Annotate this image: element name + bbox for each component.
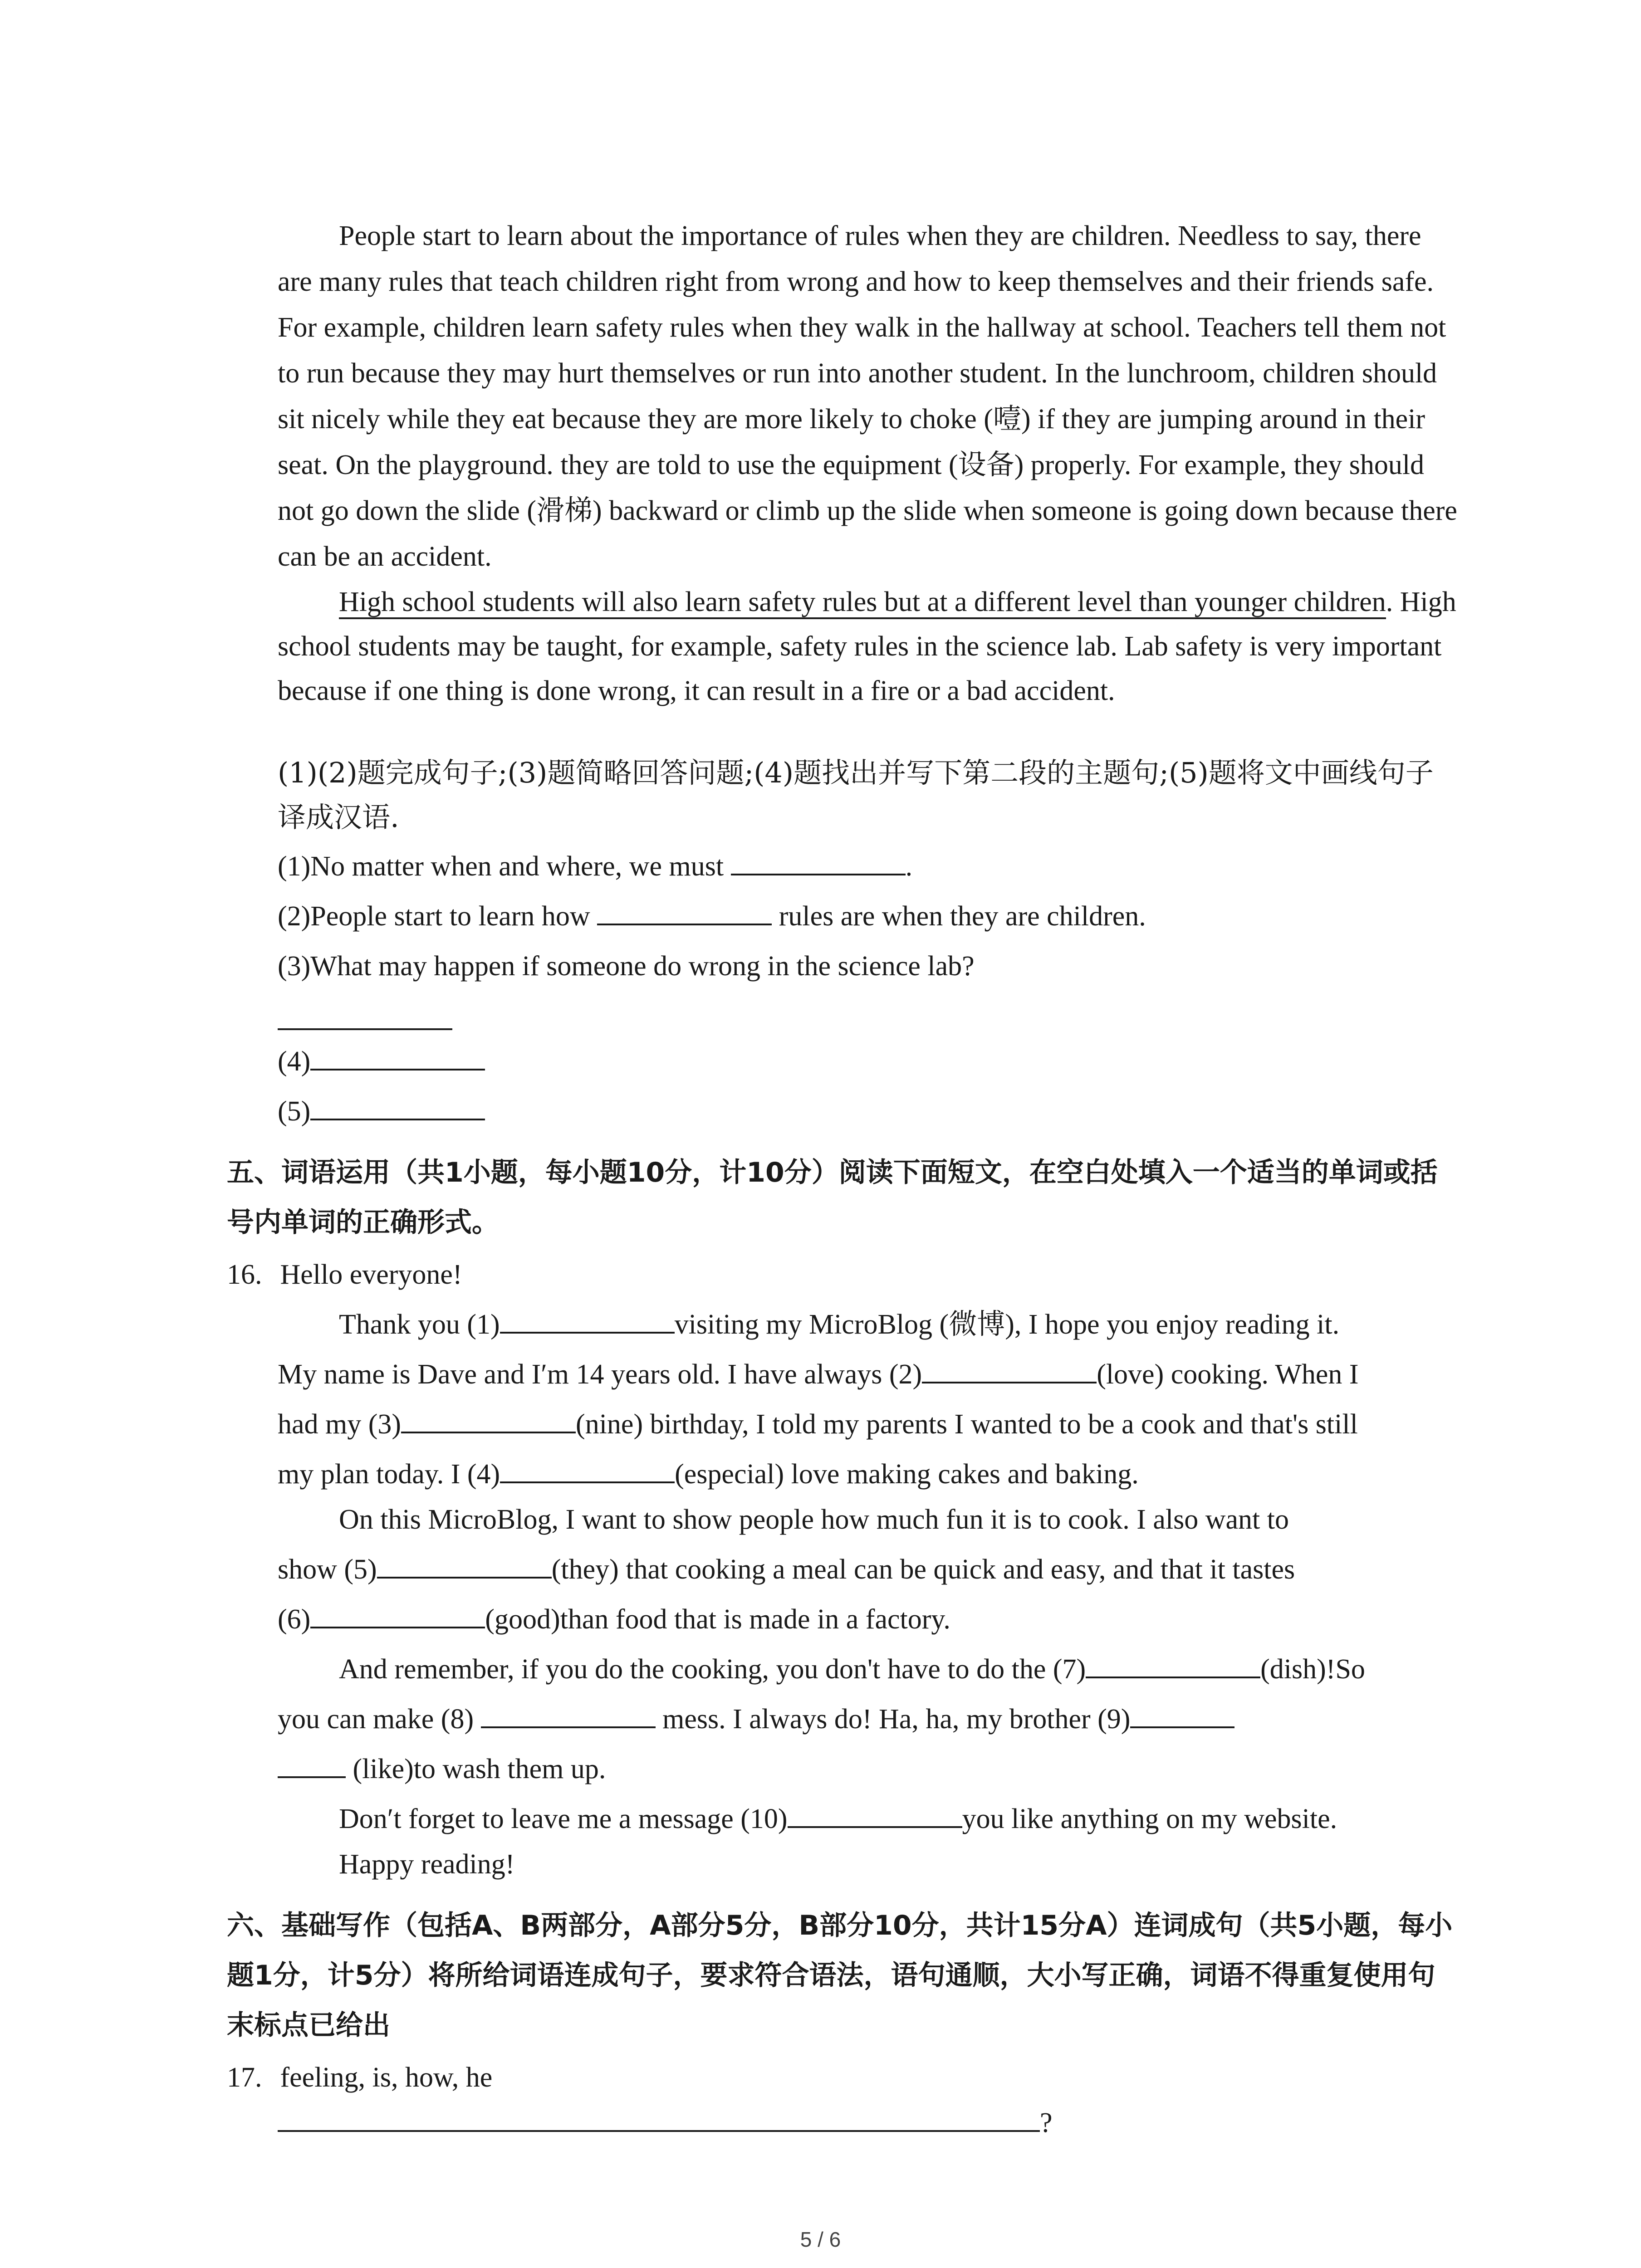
- question-3: (3)What may happen if someone do wrong in the science lab?: [278, 951, 975, 982]
- blog-line-11: [339, 1801, 1337, 1837]
- blog-text: (good)than food that is made in a factory.: [485, 1604, 950, 1635]
- answer-blank-5[interactable]: [310, 1095, 485, 1120]
- blog-text: you like anything on my website.: [962, 1804, 1337, 1834]
- question-17-header: [227, 2059, 492, 2096]
- task-instructions: (1)(2)题完成句子;(3)题简略回答问题;(4)题找出并写下第二段的主题句;(5)题将文中画线句子译成汉语.: [278, 756, 1434, 834]
- blog-greeting: Hello everyone!: [280, 1259, 462, 1290]
- blog-line-12: Happy reading!: [339, 1849, 515, 1880]
- blog-text: mess. I always do! Ha, ha, my brother (9): [655, 1704, 1131, 1735]
- passage-paragraph-2-rest: . High school students may be taught, for example, safety rules in the science lab. Lab safety is very important because if one thing is done wrong, it can result in a fire or a bad accident.: [278, 587, 1456, 706]
- question-1-end: .: [905, 851, 913, 882]
- question-5: [278, 1093, 485, 1129]
- question-4: [278, 1043, 485, 1080]
- blog-text: My name is Dave and I′m 14 years old. I have always (2): [278, 1359, 922, 1390]
- question-1: [278, 848, 912, 885]
- blog-text: (nine) birthday, I told my parents I wanted to be a cook and that's still: [576, 1409, 1358, 1440]
- passage-paragraph-1: People start to learn about the importance of rules when they are children. Needless to say, there are many rules that teach children right from wrong and how to keep themselves and their friends safe. For example, children learn safety rules when they walk in the hallway at school. Teachers tell them not to run because they may hurt themselves or run into another student. In the lunchroom, children should sit nicely while they eat because they are more likely to choke (噎) if they are jumping around in their seat. On the playground. they are told to use the equipment (设备) properly. For example, they should not go down the slide (滑梯) backward or climb up the slide when someone is going down because there can be an accident.: [278, 220, 1457, 572]
- question-2-end: rules are when they are children.: [772, 901, 1146, 932]
- page-number: 5 / 6: [800, 2228, 841, 2251]
- question-17-end-mark: ?: [1040, 2107, 1053, 2138]
- blog-line-10: [278, 1751, 606, 1787]
- blog-text: (like)to wash them up.: [353, 1754, 606, 1784]
- blog-blank-5[interactable]: [377, 1553, 552, 1579]
- blog-text: my plan today. I (4): [278, 1459, 500, 1490]
- blog-text: visiting my MicroBlog (微博), I hope you enjoy reading it.: [674, 1309, 1340, 1340]
- blog-text: show (5): [278, 1554, 377, 1585]
- passage-paragraph-2: [278, 580, 1457, 713]
- blog-text: And remember, if you do the cooking, you don't have to do the (7): [339, 1654, 1086, 1685]
- question-5-label: (5): [278, 1096, 311, 1127]
- question-2: [278, 898, 1146, 934]
- question-4-label: (4): [278, 1046, 311, 1077]
- question-17-words: feeling, is, how, he: [280, 2062, 493, 2093]
- answer-blank-17[interactable]: [278, 2107, 1040, 2132]
- blog-line-9: [278, 1701, 1234, 1737]
- blog-blank-1[interactable]: [500, 1308, 675, 1334]
- blog-line-1: [339, 1306, 1339, 1343]
- blog-blank-9-continued[interactable]: [278, 1753, 346, 1778]
- blog-line-8: [339, 1651, 1365, 1687]
- question-17-answer-line: [278, 2105, 1053, 2141]
- blog-text: you can make (8): [278, 1704, 481, 1735]
- question-16-header: [227, 1256, 462, 1293]
- blog-text: (especial) love making cakes and baking.: [675, 1459, 1139, 1490]
- blog-text: (they) that cooking a meal can be quick and easy, and that it tastes: [551, 1554, 1295, 1585]
- question-16-number: 16.: [227, 1259, 262, 1290]
- blog-blank-4[interactable]: [500, 1458, 675, 1483]
- section-6-heading: 六、基础写作（包括A、B两部分，A部分5分，B部分10分，共计15分A）连词成句（共5小题，每小题1分，计5分）将所给词语连成句子，要求符合语法，语句通顺，大小写正确，词语不得重复使用句末标点已给出: [227, 1910, 1453, 2041]
- answer-blank-3[interactable]: [278, 1005, 452, 1030]
- blog-text: (dish)!So: [1260, 1654, 1365, 1685]
- blog-line-3: [278, 1406, 1358, 1442]
- blog-blank-2[interactable]: [922, 1358, 1097, 1383]
- blog-blank-10[interactable]: [788, 1803, 962, 1828]
- blog-line-5: On this MicroBlog, I want to show people how much fun it is to cook. I also want to: [339, 1504, 1289, 1535]
- blog-line-2: [278, 1356, 1359, 1393]
- blog-line-7: [278, 1601, 950, 1637]
- blog-blank-3[interactable]: [401, 1408, 576, 1433]
- blog-line-6: [278, 1551, 1295, 1588]
- answer-blank-1[interactable]: [731, 850, 906, 875]
- section-5-heading: 五、词语运用（共1小题，每小题10分，计10分）阅读下面短文，在空白处填入一个适当的单词或括号内单词的正确形式。: [227, 1157, 1438, 1238]
- blog-blank-7[interactable]: [1086, 1653, 1260, 1678]
- question-17-number: 17.: [227, 2062, 262, 2093]
- blog-blank-8[interactable]: [481, 1703, 656, 1728]
- blog-blank-9[interactable]: [1130, 1703, 1234, 1728]
- question-1-text: (1)No matter when and where, we must: [278, 851, 731, 882]
- blog-text: Don′t forget to leave me a message (10): [339, 1804, 788, 1834]
- blog-text: (love) cooking. When I: [1097, 1359, 1359, 1390]
- answer-blank-2[interactable]: [597, 900, 772, 925]
- blog-text: Thank you (1): [339, 1309, 500, 1340]
- answer-blank-4[interactable]: [310, 1045, 485, 1070]
- underlined-topic-sentence: High school students will also learn safety rules but at a different level than younger children: [339, 587, 1386, 619]
- blog-blank-6[interactable]: [310, 1603, 485, 1628]
- blog-line-4: [278, 1456, 1139, 1492]
- blog-text: (6): [278, 1604, 311, 1635]
- blog-text: had my (3): [278, 1409, 402, 1440]
- question-2-text: (2)People start to learn how: [278, 901, 598, 932]
